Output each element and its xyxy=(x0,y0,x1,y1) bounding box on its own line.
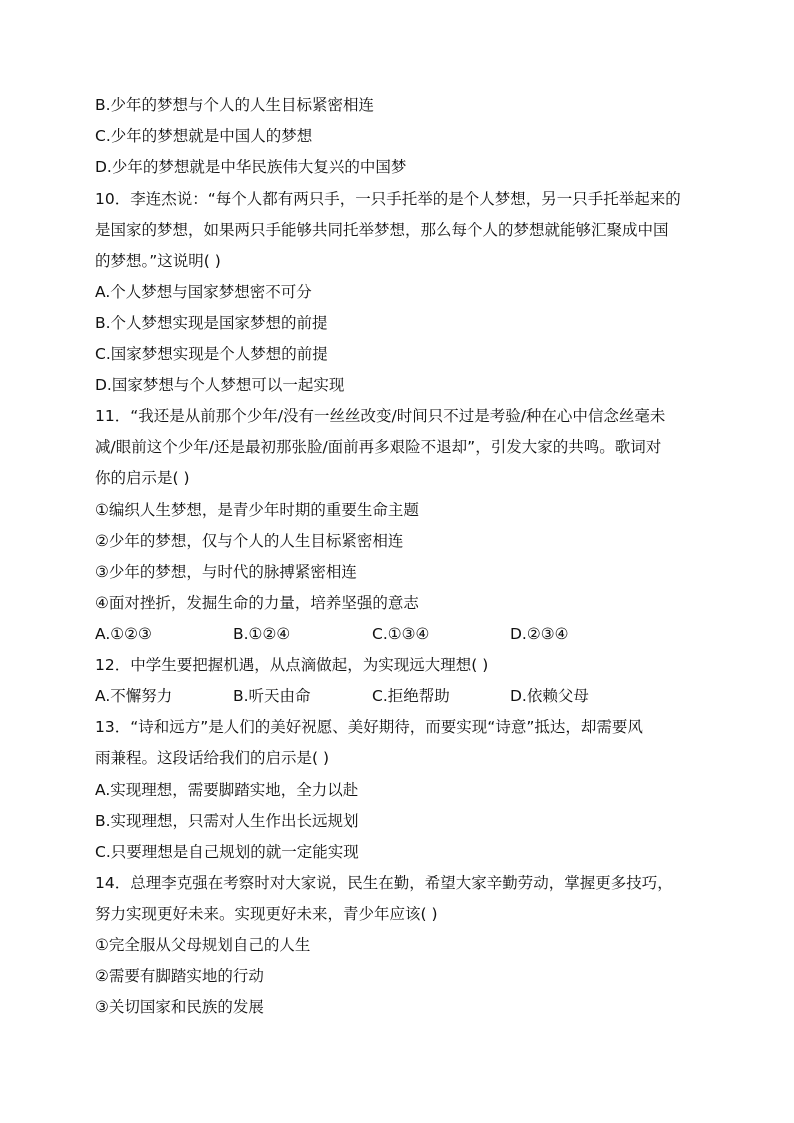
q11-statement-3: ③少年的梦想，与时代的脉搏紧密相连 xyxy=(95,563,357,581)
q14-statement-1: ①完全服从父母规划自己的人生 xyxy=(95,936,311,954)
q13-option-c: C.只要理想是自己规划的就一定能实现 xyxy=(95,843,359,861)
q13-option-b: B.实现理想，只需对人生作出长远规划 xyxy=(95,812,359,830)
q12-option-c: C.拒绝帮助 xyxy=(372,687,450,705)
q10-stem-line: 10．李连杰说：“每个人都有两只手，一只手托举的是个人梦想，另一只手托举起来的 xyxy=(95,190,681,208)
q10-option-a: A.个人梦想与国家梦想密不可分 xyxy=(95,283,312,301)
q10-stem-line: 是国家的梦想，如果两只手能够共同托举梦想，那么每个人的梦想就能够汇聚成中国 xyxy=(95,221,669,239)
q9-option-d: D.少年的梦想就是中华民族伟大复兴的中国梦 xyxy=(95,158,407,176)
q12-option-d: D.依赖父母 xyxy=(510,687,589,705)
q11-option-a: A.①②③ xyxy=(95,625,152,643)
q13-stem-line: 13．“诗和远方”是人们的美好祝愿、美好期待，而要实现“诗意”抵达，却需要风 xyxy=(95,718,643,736)
q12-option-b: B.听天由命 xyxy=(233,687,311,705)
q14-statement-2: ②需要有脚踏实地的行动 xyxy=(95,967,264,985)
q11-statement-1: ①编织人生梦想，是青少年时期的重要生命主题 xyxy=(95,501,419,519)
q13-option-a: A.实现理想，需要脚踏实地，全力以赴 xyxy=(95,781,359,799)
q9-option-b: B.少年的梦想与个人的人生目标紧密相连 xyxy=(95,96,375,114)
q11-statement-4: ④面对挫折，发掘生命的力量，培养坚强的意志 xyxy=(95,594,419,612)
q11-option-b: B.①②④ xyxy=(233,625,291,643)
q10-option-d: D.国家梦想与个人梦想可以一起实现 xyxy=(95,376,345,394)
q11-stem-line: 减/眼前这个少年/还是最初那张脸/面前再多艰险不退却”，引发大家的共鸣。歌词对 xyxy=(95,438,662,456)
q10-option-c: C.国家梦想实现是个人梦想的前提 xyxy=(95,345,328,363)
q10-option-b: B.个人梦想实现是国家梦想的前提 xyxy=(95,314,328,332)
q14-stem-line: 14．总理李克强在考察时对大家说，民生在勤，希望大家辛勤劳动，掌握更多技巧， xyxy=(95,874,673,892)
q12-stem-line: 12．中学生要把握机遇，从点滴做起，为实现远大理想( ) xyxy=(95,656,489,674)
q11-stem-line: 11．“我还是从前那个少年/没有一丝丝改变/时间只不过是考验/种在心中信念丝毫未 xyxy=(95,407,666,425)
q12-option-a: A.不懈努力 xyxy=(95,687,173,705)
q13-stem-line: 雨兼程。这段话给我们的启示是( ) xyxy=(95,749,330,767)
q14-statement-3: ③关切国家和民族的发展 xyxy=(95,998,264,1016)
q11-option-d: D.②③④ xyxy=(510,625,569,643)
q10-stem-line: 的梦想。”这说明( ) xyxy=(95,252,221,270)
q11-option-c: C.①③④ xyxy=(372,625,430,643)
q11-statement-2: ②少年的梦想，仅与个人的人生目标紧密相连 xyxy=(95,532,404,550)
q14-stem-line: 努力实现更好未来。实现更好未来，青少年应该( ) xyxy=(95,905,438,923)
q11-stem-line: 你的启示是( ) xyxy=(95,469,190,487)
q9-option-c: C.少年的梦想就是中国人的梦想 xyxy=(95,127,313,145)
